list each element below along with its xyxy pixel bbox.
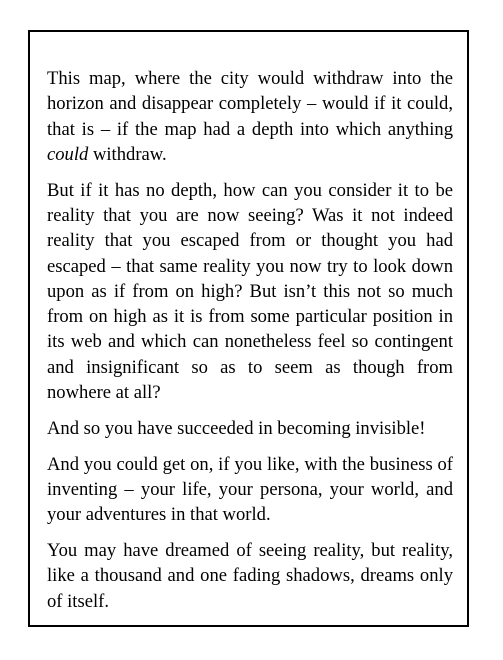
text-frame <box>28 30 469 627</box>
paragraph-1-before: This map, where the city would withdraw into the horizon and disappear completely – would if it could, that is – if the map had a depth into which anything <box>47 68 453 140</box>
paragraph-4: And you could get on, if you like, with the business of inventing – your life, your persona, your world, and your adventures in that world. <box>47 453 453 526</box>
paragraph-1-emphasis: could <box>47 143 89 165</box>
paragraph-2: But if it has no depth, how can you consider it to be reality that you are now seeing? Was it not indeed reality that you escaped from or thought you had escaped – that same reality you now try to look down upon as if from on high? But isn’t this not so much from on high as it is from some particular position in its web and which can nonetheless feel so contingent and insignificant so as to seem as though from nowhere at all? <box>47 179 453 404</box>
text-block <box>47 66 453 614</box>
paragraph-5: You may have dreamed of seeing reality, but reality, like a thousand and one fading shadows, dreams only of itself. <box>47 540 453 612</box>
paragraph-1-after: withdraw. <box>88 143 167 165</box>
paragraph-3: And so you have succeeded in becoming invisible! <box>47 417 426 439</box>
paragraph-1 <box>47 66 453 167</box>
